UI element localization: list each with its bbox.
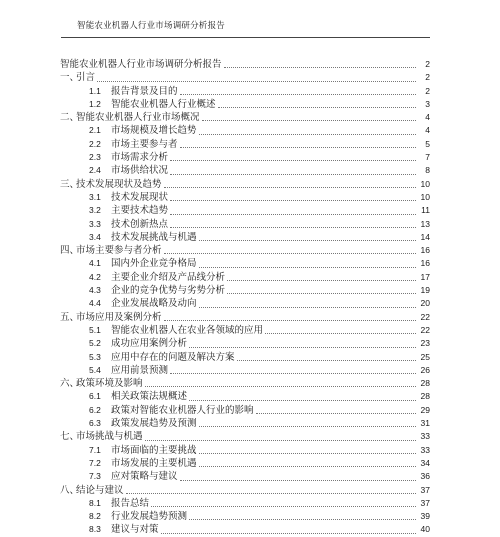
toc-page-number: 34 — [420, 457, 430, 468]
toc-section-entry[interactable] — [60, 124, 430, 137]
toc-dot-leader — [164, 253, 416, 254]
toc-entry-number: 8.3 — [89, 524, 101, 535]
toc-dot-leader — [180, 94, 416, 95]
toc-entry-title: 智能农业机器人行业概述 — [111, 98, 216, 110]
toc-page-number: 16 — [420, 258, 430, 269]
toc-dot-leader — [227, 293, 416, 294]
toc-entry-title: 市场规模及增长趋势 — [111, 125, 197, 137]
toc-dot-leader — [265, 333, 416, 334]
toc-page-number: 3 — [425, 98, 430, 109]
toc-entry-number: 3.2 — [89, 205, 101, 216]
toc-entry-title: 企业发展战略及动向 — [111, 298, 197, 310]
toc-page-number: 7 — [425, 152, 430, 163]
toc-page-number: 13 — [420, 218, 430, 229]
toc-page-number: 11 — [421, 205, 430, 216]
toc-entry-number: 3.3 — [89, 218, 101, 229]
toc-entry-number: 6.1 — [89, 391, 101, 402]
toc-entry-number: 八、 — [60, 484, 80, 496]
toc-entry-number: 8.1 — [89, 497, 101, 508]
toc-entry-number: 7.2 — [89, 457, 101, 468]
toc-page-number: 19 — [420, 285, 430, 296]
toc-entry-number: 1.1 — [89, 85, 101, 96]
toc-section-entry[interactable] — [60, 364, 430, 377]
toc-dot-leader — [189, 519, 416, 520]
toc-entry-title: 应对策略与建议 — [111, 471, 178, 483]
toc-entry-number: 2.1 — [89, 125, 101, 136]
toc-entry-number: 5.4 — [89, 364, 101, 375]
toc-section-entry[interactable] — [60, 284, 430, 297]
toc-entry-number: 2.3 — [89, 152, 101, 163]
toc-entry-number: 四、 — [60, 245, 80, 257]
toc-entry-title: 结论与建议 — [76, 484, 124, 496]
toc-dot-leader — [126, 493, 416, 494]
toc-dot-leader — [170, 214, 416, 215]
toc-page-number: 23 — [420, 338, 430, 349]
toc-entry-title: 政策发展趋势及预测 — [111, 418, 197, 430]
toc-dot-leader — [161, 533, 416, 534]
toc-section-entry[interactable] — [60, 231, 430, 244]
toc-entry-number: 6.3 — [89, 418, 101, 429]
toc-entry-title: 市场需求分析 — [111, 152, 169, 164]
toc-page-number: 2 — [425, 85, 430, 96]
toc-entry-number: 三、 — [60, 178, 80, 190]
toc-entry-title: 市场挑战与机遇 — [76, 431, 143, 443]
toc-entry-title: 技术发展现状 — [111, 191, 169, 203]
toc-page-number: 25 — [420, 351, 430, 362]
toc-page-number: 10 — [420, 191, 430, 202]
toc-section-entry[interactable] — [60, 337, 430, 350]
toc-chapter-entry[interactable] — [60, 244, 430, 257]
toc-dot-leader — [151, 506, 416, 507]
toc-section-entry[interactable] — [60, 404, 430, 417]
toc-section-entry[interactable] — [60, 164, 430, 177]
toc-chapter-entry[interactable] — [60, 71, 430, 84]
toc-section-entry[interactable] — [60, 497, 430, 510]
table-of-contents — [60, 58, 430, 537]
toc-page-number: 39 — [420, 511, 430, 522]
toc-entry-title: 政策环境及影响 — [76, 378, 143, 390]
toc-page-number: 17 — [420, 271, 430, 282]
toc-dot-leader — [202, 120, 416, 121]
toc-entry-number: 5.1 — [89, 324, 101, 335]
toc-entry-title: 主要技术趋势 — [111, 205, 169, 217]
toc-entry-number: 六、 — [60, 378, 80, 390]
toc-section-entry[interactable] — [60, 204, 430, 217]
toc-section-entry[interactable] — [60, 98, 430, 111]
toc-entry-number: 5.3 — [89, 351, 101, 362]
toc-entry-number: 2.2 — [89, 138, 101, 149]
toc-entry-number: 5.2 — [89, 338, 101, 349]
toc-dot-leader — [170, 160, 416, 161]
toc-entry-title: 市场主要参与者分析 — [76, 245, 162, 257]
toc-section-entry[interactable] — [60, 151, 430, 164]
toc-page-number: 33 — [420, 431, 430, 442]
toc-chapter-entry[interactable] — [60, 178, 430, 191]
toc-entry-number: 3.4 — [89, 231, 101, 242]
toc-entry-title: 技术创新热点 — [111, 218, 169, 230]
toc-page-number: 31 — [420, 418, 430, 429]
toc-entry-title: 智能农业机器人在农业各领域的应用 — [111, 324, 264, 336]
toc-dot-leader — [170, 227, 416, 228]
toc-dot-leader — [256, 413, 416, 414]
toc-section-entry[interactable] — [60, 351, 430, 364]
toc-dot-leader — [97, 81, 416, 82]
toc-entry-number: 8.2 — [89, 511, 101, 522]
toc-section-entry[interactable] — [60, 297, 430, 310]
toc-page-number: 5 — [425, 138, 430, 149]
toc-entry-title: 市场应用及案例分析 — [76, 311, 162, 323]
toc-section-entry[interactable] — [60, 191, 430, 204]
toc-entry-number: 1.2 — [89, 98, 101, 109]
toc-page-number: 33 — [420, 444, 430, 455]
toc-dot-leader — [164, 187, 416, 188]
toc-page-number: 20 — [420, 298, 430, 309]
toc-entry-title: 报告总结 — [111, 497, 150, 509]
toc-page-number: 14 — [420, 231, 430, 242]
toc-section-entry[interactable] — [60, 271, 430, 284]
toc-entry-title: 行业发展趋势预测 — [111, 511, 188, 523]
toc-chapter-entry[interactable] — [60, 58, 430, 71]
toc-entry-title: 市场发展的主要机遇 — [111, 457, 197, 469]
toc-entry-title: 企业的竞争优势与劣势分析 — [111, 285, 226, 297]
toc-page-number: 2 — [425, 72, 430, 83]
toc-entry-title: 相关政策法规概述 — [111, 391, 188, 403]
toc-page-number: 40 — [420, 524, 430, 535]
toc-dot-leader — [145, 440, 416, 441]
toc-section-entry[interactable] — [60, 218, 430, 231]
toc-dot-leader — [199, 240, 416, 241]
toc-page-number: 28 — [420, 391, 430, 402]
toc-entry-number: 七、 — [60, 431, 80, 443]
toc-page-number: 37 — [420, 497, 430, 508]
toc-page-number: 36 — [420, 471, 430, 482]
toc-dot-leader — [164, 320, 416, 321]
toc-dot-leader — [170, 200, 416, 201]
toc-entry-number: 4.3 — [89, 285, 101, 296]
toc-page-number: 22 — [420, 324, 430, 335]
toc-page-number: 29 — [420, 404, 430, 415]
toc-dot-leader — [170, 174, 416, 175]
toc-entry-number: 7.1 — [89, 444, 101, 455]
toc-entry-title: 引言 — [76, 72, 96, 84]
toc-dot-leader — [180, 480, 416, 481]
toc-chapter-entry[interactable] — [60, 111, 430, 124]
toc-entry-title: 报告背景及目的 — [111, 85, 178, 97]
toc-page-number: 10 — [420, 178, 430, 189]
toc-entry-title: 技术发展现状及趋势 — [76, 178, 162, 190]
toc-section-entry[interactable] — [60, 138, 430, 151]
toc-entry-title: 应用前景预测 — [111, 364, 169, 376]
toc-page-number: 22 — [420, 311, 430, 322]
toc-dot-leader — [199, 466, 416, 467]
toc-section-entry[interactable] — [60, 257, 430, 270]
toc-dot-leader — [199, 307, 416, 308]
toc-entry-number: 7.3 — [89, 471, 101, 482]
toc-section-entry[interactable] — [60, 470, 430, 483]
toc-page-number: 4 — [425, 112, 430, 123]
toc-entry-number: 4.1 — [89, 258, 101, 269]
toc-section-entry[interactable] — [60, 444, 430, 457]
toc-chapter-entry[interactable] — [60, 377, 430, 390]
toc-chapter-entry[interactable] — [60, 484, 430, 497]
toc-dot-leader — [199, 134, 416, 135]
toc-page-number: 16 — [420, 245, 430, 256]
toc-entry-title: 成功应用案例分析 — [111, 338, 188, 350]
toc-section-entry[interactable] — [60, 523, 430, 536]
toc-section-entry[interactable] — [60, 457, 430, 470]
toc-entry-number: 一、 — [60, 72, 80, 84]
toc-dot-leader — [145, 386, 416, 387]
toc-page-number: 26 — [420, 364, 430, 375]
toc-entry-title: 技术发展挑战与机遇 — [111, 231, 197, 243]
toc-entry-title: 建议与对策 — [111, 524, 159, 536]
toc-dot-leader — [224, 67, 416, 68]
toc-entry-number: 二、 — [60, 112, 80, 124]
toc-page-number: 28 — [420, 378, 430, 389]
toc-dot-leader — [218, 107, 416, 108]
header-rule — [61, 37, 430, 38]
toc-entry-title: 智能农业机器人行业市场调研分析报告 — [60, 59, 222, 70]
toc-dot-leader — [170, 373, 416, 374]
toc-entry-title: 市场面临的主要挑战 — [111, 444, 197, 456]
toc-entry-title: 政策对智能农业机器人行业的影响 — [111, 404, 254, 416]
toc-page-number: 2 — [425, 59, 430, 69]
toc-entry-title: 应用中存在的问题及解决方案 — [111, 351, 235, 363]
toc-dot-leader — [180, 147, 416, 148]
toc-section-entry[interactable] — [60, 85, 430, 98]
toc-entry-number: 五、 — [60, 311, 80, 323]
toc-chapter-entry[interactable] — [60, 311, 430, 324]
toc-dot-leader — [189, 347, 416, 348]
toc-entry-title: 市场主要参与者 — [111, 138, 178, 150]
toc-dot-leader — [189, 400, 416, 401]
toc-dot-leader — [227, 280, 416, 281]
toc-page-number: 4 — [425, 125, 430, 136]
toc-entry-title: 主要企业介绍及产品线分析 — [111, 271, 226, 283]
toc-page-number: 8 — [425, 165, 430, 176]
toc-entry-title: 市场供给状况 — [111, 165, 169, 177]
running-header-title: 智能农业机器人行业市场调研分析报告 — [77, 21, 225, 31]
toc-section-entry[interactable] — [60, 324, 430, 337]
toc-dot-leader — [199, 267, 416, 268]
toc-entry-number: 4.2 — [89, 271, 101, 282]
toc-entry-number: 2.4 — [89, 165, 101, 176]
toc-dot-leader — [237, 360, 416, 361]
toc-section-entry[interactable] — [60, 390, 430, 403]
toc-entry-number: 4.4 — [89, 298, 101, 309]
toc-chapter-entry[interactable] — [60, 430, 430, 443]
toc-section-entry[interactable] — [60, 417, 430, 430]
toc-entry-number: 6.2 — [89, 404, 101, 415]
toc-page-number: 37 — [420, 484, 430, 495]
toc-entry-title: 智能农业机器人行业市场概况 — [76, 112, 200, 124]
toc-dot-leader — [199, 453, 416, 454]
toc-dot-leader — [199, 426, 416, 427]
toc-entry-number: 3.1 — [89, 191, 101, 202]
toc-entry-title: 国内外企业竞争格局 — [111, 258, 197, 270]
